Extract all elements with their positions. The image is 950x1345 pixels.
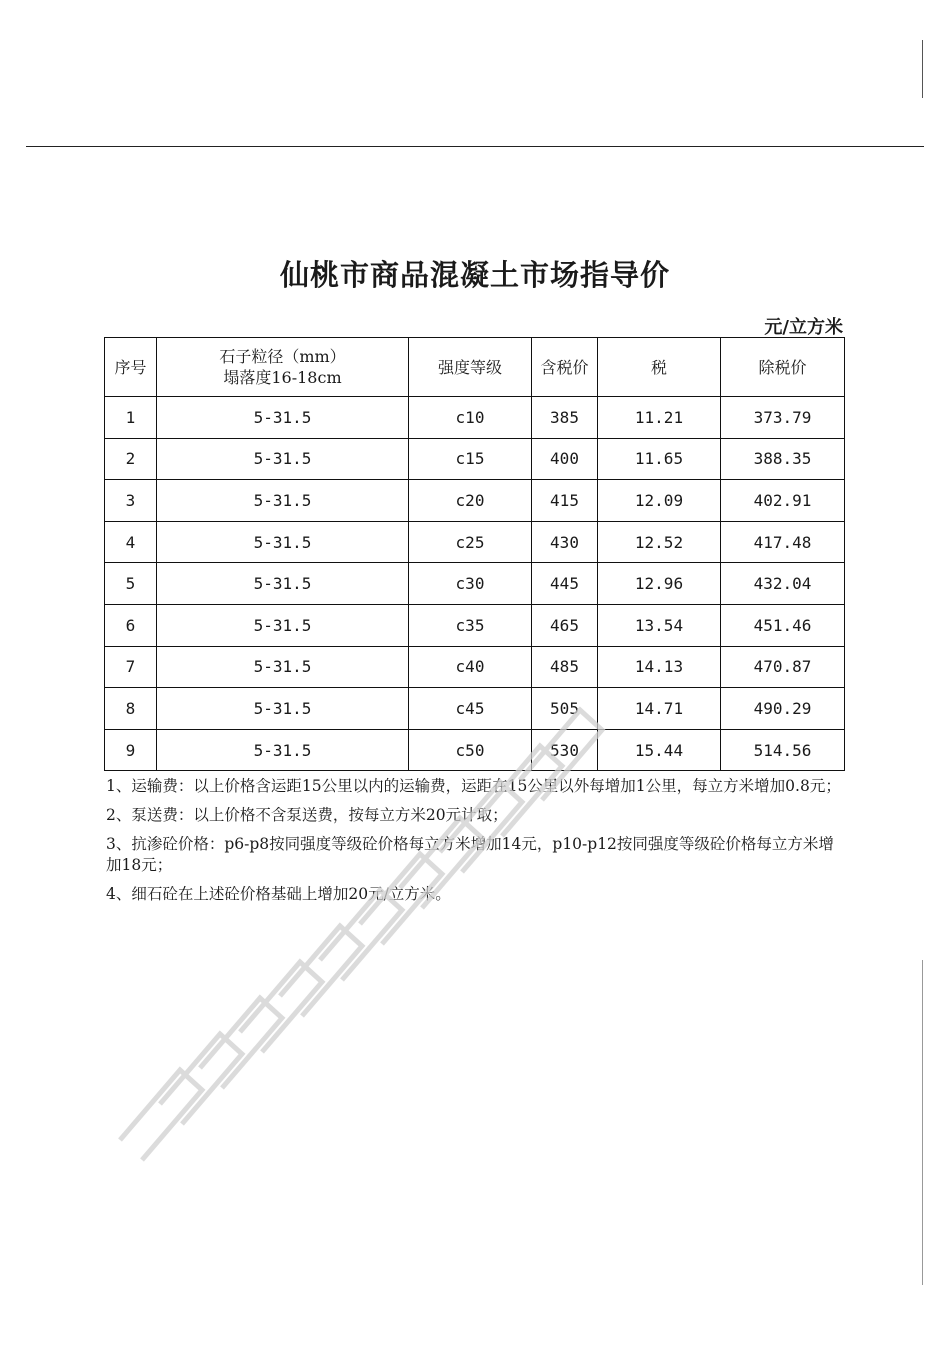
watermark-stroke [160,1034,242,1124]
cell-price-ex-tax: 451.46 [721,604,845,646]
header-price-with-tax: 含税价 [532,338,598,397]
watermark-stroke [240,962,322,1052]
header-index: 序号 [105,338,157,397]
cell-index: 5 [105,563,157,605]
note-item: 1、运输费：以上价格含运距15公里以内的运输费，运距在15公里以外每增加1公里，每立方米增加0.8元； [106,777,841,795]
note-item: 2、泵送费：以上价格不含泵送费，按每立方米20元计取； [106,806,508,824]
cell-index: 3 [105,480,157,522]
page-title: 仙桃市商品混凝土市场指导价 [279,258,670,292]
cell-price-ex-tax: 388.35 [721,438,845,480]
cell-price-ex-tax: 417.48 [721,521,845,563]
watermark-stroke [280,926,362,1016]
cell-grade: c40 [409,646,532,688]
cell-grade: c45 [409,688,532,730]
cell-index: 2 [105,438,157,480]
cell-aggregate-size: 5-31.5 [157,521,409,563]
header-grade: 强度等级 [409,338,532,397]
cell-tax: 13.54 [598,604,721,646]
watermark-stroke [200,998,282,1088]
cell-tax: 14.71 [598,688,721,730]
cell-grade: c35 [409,604,532,646]
cell-price-ex-tax: 432.04 [721,563,845,605]
cell-price-with-tax: 505 [532,688,598,730]
cell-price-ex-tax: 470.87 [721,646,845,688]
table-row [105,688,845,730]
cell-index: 7 [105,646,157,688]
table-row [105,438,845,480]
cell-aggregate-size: 5-31.5 [157,480,409,522]
cell-index: 9 [105,729,157,771]
cell-grade: c30 [409,563,532,605]
cell-tax: 12.09 [598,480,721,522]
cell-index: 1 [105,397,157,439]
notes-section [106,776,846,913]
table-row [105,729,845,771]
cell-grade: c10 [409,397,532,439]
header-price-ex-tax: 除税价 [721,338,845,397]
cell-price-ex-tax: 402.91 [721,480,845,522]
cell-tax: 14.13 [598,646,721,688]
page-edge-line [922,40,923,98]
header-aggregate-line1: 石子粒径（mm） [219,347,346,366]
cell-index: 8 [105,688,157,730]
cell-aggregate-size: 5-31.5 [157,729,409,771]
table-row [105,646,845,688]
cell-tax: 11.65 [598,438,721,480]
note-item: 4、细石砼在上述砼价格基础上增加20元/立方米。 [106,885,451,903]
cell-aggregate-size: 5-31.5 [157,397,409,439]
cell-tax: 12.96 [598,563,721,605]
note-item: 3、抗渗砼价格：p6-p8按同强度等级砼价格每立方米增加14元，p10-p12按同强度等级砼价格每立方米增加18元； [106,835,834,874]
table-row [105,397,845,439]
cell-tax: 15.44 [598,729,721,771]
cell-price-with-tax: 415 [532,480,598,522]
cell-price-with-tax: 400 [532,438,598,480]
watermark-stroke [120,1070,202,1160]
unit-label: 元/立方米 [764,317,843,338]
header-aggregate-size [157,338,409,397]
cell-aggregate-size: 5-31.5 [157,604,409,646]
cell-price-with-tax: 530 [532,729,598,771]
cell-grade: c25 [409,521,532,563]
cell-grade: c20 [409,480,532,522]
top-divider-line [26,146,924,147]
cell-grade: c50 [409,729,532,771]
cell-aggregate-size: 5-31.5 [157,438,409,480]
cell-price-with-tax: 485 [532,646,598,688]
cell-price-ex-tax: 490.29 [721,688,845,730]
cell-tax: 12.52 [598,521,721,563]
table-row [105,604,845,646]
page-edge-line [922,960,923,1285]
cell-price-ex-tax: 373.79 [721,397,845,439]
header-tax: 税 [598,338,721,397]
cell-index: 6 [105,604,157,646]
table-row [105,480,845,522]
cell-price-with-tax: 430 [532,521,598,563]
table-row [105,563,845,605]
cell-tax: 11.21 [598,397,721,439]
cell-index: 4 [105,521,157,563]
cell-aggregate-size: 5-31.5 [157,688,409,730]
header-aggregate-line2: 塌落度16-18cm [223,368,342,387]
cell-price-with-tax: 465 [532,604,598,646]
cell-price-with-tax: 445 [532,563,598,605]
cell-aggregate-size: 5-31.5 [157,563,409,605]
cell-price-with-tax: 385 [532,397,598,439]
cell-aggregate-size: 5-31.5 [157,646,409,688]
price-table [104,337,845,771]
table-header-row [105,338,845,397]
cell-price-ex-tax: 514.56 [721,729,845,771]
table-row [105,521,845,563]
cell-grade: c15 [409,438,532,480]
